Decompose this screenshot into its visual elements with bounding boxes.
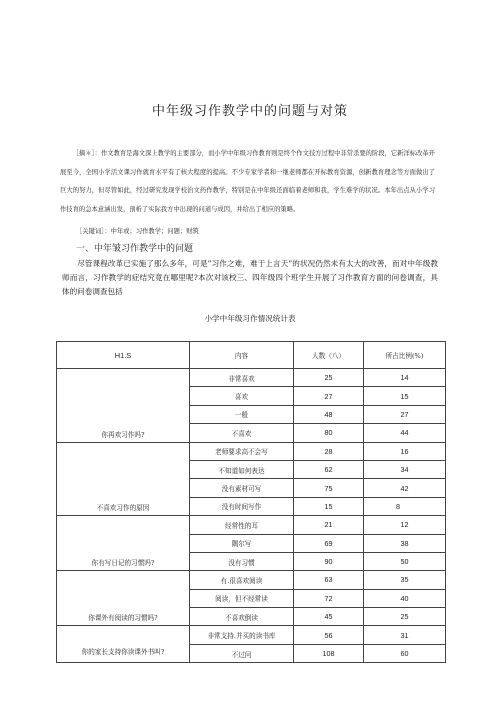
percent-cell: 14 [364, 369, 446, 387]
document-title: 中年级习作教学中的问题与对策 [151, 104, 348, 119]
percent-cell: 38 [364, 534, 446, 552]
count-cell: 25 [294, 369, 364, 387]
percent-cell: 16 [364, 442, 446, 460]
survey-table [56, 341, 446, 663]
content-cell: 喜欢 [190, 387, 294, 405]
percent-cell: 35 [364, 571, 446, 589]
count-cell: 15 [294, 497, 364, 515]
content-cell: 非常喜欢 [190, 369, 294, 387]
header-question: H1.S [57, 342, 190, 369]
count-cell: 75 [294, 479, 364, 497]
count-cell: 63 [294, 571, 364, 589]
content-cell: 不喜欢 [190, 424, 294, 442]
count-cell: 56 [294, 626, 364, 644]
percent-cell: 40 [364, 589, 446, 607]
question-cell: 你有写日记的习惯吗? [57, 516, 190, 571]
question-cell: 不喜欢习作的原因 [57, 442, 190, 516]
content-cell: 不喜欢倒读 [190, 608, 294, 626]
count-cell: 108 [294, 644, 364, 662]
body-text [62, 257, 438, 299]
content-cell: 非常支持.并买的读书库 [190, 626, 294, 644]
percent-cell: 27 [364, 405, 446, 423]
percent-cell: 25 [364, 608, 446, 626]
percent-cell: 34 [364, 460, 446, 478]
percent-cell: 50 [364, 552, 446, 570]
table-row [57, 571, 446, 589]
question-cell: 你再欢习作吗? [57, 369, 190, 443]
content-cell: 不过问 [190, 644, 294, 662]
question-cell: 你课外有阅读的习惯吗? [57, 571, 190, 626]
section-heading: 一、中年皱习作教学中的问题 [76, 244, 194, 254]
count-cell: 45 [294, 608, 364, 626]
question-cell: 你的家长支持你读课外书叫? [57, 626, 190, 663]
content-cell: 经常性的耳 [190, 516, 294, 534]
content-cell: 没有素材可写 [190, 479, 294, 497]
count-cell: 69 [294, 534, 364, 552]
abstract [60, 145, 435, 219]
count-cell: 80 [294, 424, 364, 442]
content-cell: 不知道如何表达 [190, 460, 294, 478]
keywords: ［关键词］：中年或；习作教学；问题；财筑 [76, 228, 199, 235]
header-percent: 所占比例(%) [364, 342, 446, 369]
count-cell: 21 [294, 516, 364, 534]
table-header-row [57, 342, 446, 369]
content-cell: 老师要求高不会写 [190, 442, 294, 460]
count-cell: 90 [294, 552, 364, 570]
percent-cell: 15 [364, 387, 446, 405]
table-row [57, 369, 446, 387]
percent-cell: 31 [364, 626, 446, 644]
count-cell: 62 [294, 460, 364, 478]
count-cell: 27 [294, 387, 364, 405]
percent-cell: 42 [364, 479, 446, 497]
count-cell: 48 [294, 405, 364, 423]
body-paragraph: 尽管课程改革已实施了那么多年，可是”习作之难，难于上言天”的状况仍然未有太大的改善，而对中年级教师而言，习作教学的症结究竟在哪里呢?本次对该校三、四年级四个班学生开展了习作教育方面的问卷调查，具体的问卷调查包括 [62, 259, 438, 296]
content-cell: 一般 [190, 405, 294, 423]
abstract-text: ［摘＊］：作文教育是海文深上教学的主要部分，而小学中年级习作教育则是终个作文技方过程中非常杀要的阶段，它新洋标改革开展至今，全国小学活文课习作就育水平有了核大程度的提高。不少专家学者和一继老师都在开标教育资源，创新教育理念等方面做出了巨大的努力，但尽管如此，经过研究发现学校治文药作教学，特别是在中年级还面临着老师和我，学生难学的状况。本年出点从小学习作技育的急本意涵出发，剖析了实际我方中出现的问道与成因，并给出了相应的策略。 [60, 150, 435, 213]
count-cell: 72 [294, 589, 364, 607]
table-row [57, 626, 446, 644]
table-row [57, 516, 446, 534]
header-count: 人数（八） [294, 342, 364, 369]
content-cell: 没有习惯 [190, 552, 294, 570]
header-content: 内容 [190, 342, 294, 369]
table-title: 小学中年级习作情况统计表 [204, 314, 296, 323]
percent-cell: 44 [364, 424, 446, 442]
content-cell: 没有时间写作 [190, 497, 294, 515]
content-cell: 阅读，但不经常读 [190, 589, 294, 607]
count-cell: 28 [294, 442, 364, 460]
percent-cell: 60 [364, 644, 446, 662]
percent-cell: 12 [364, 516, 446, 534]
percent-cell: 8 [364, 497, 446, 515]
content-cell: 有.很喜欢阅读 [190, 571, 294, 589]
content-cell: 隅尔写 [190, 534, 294, 552]
table-row [57, 442, 446, 460]
